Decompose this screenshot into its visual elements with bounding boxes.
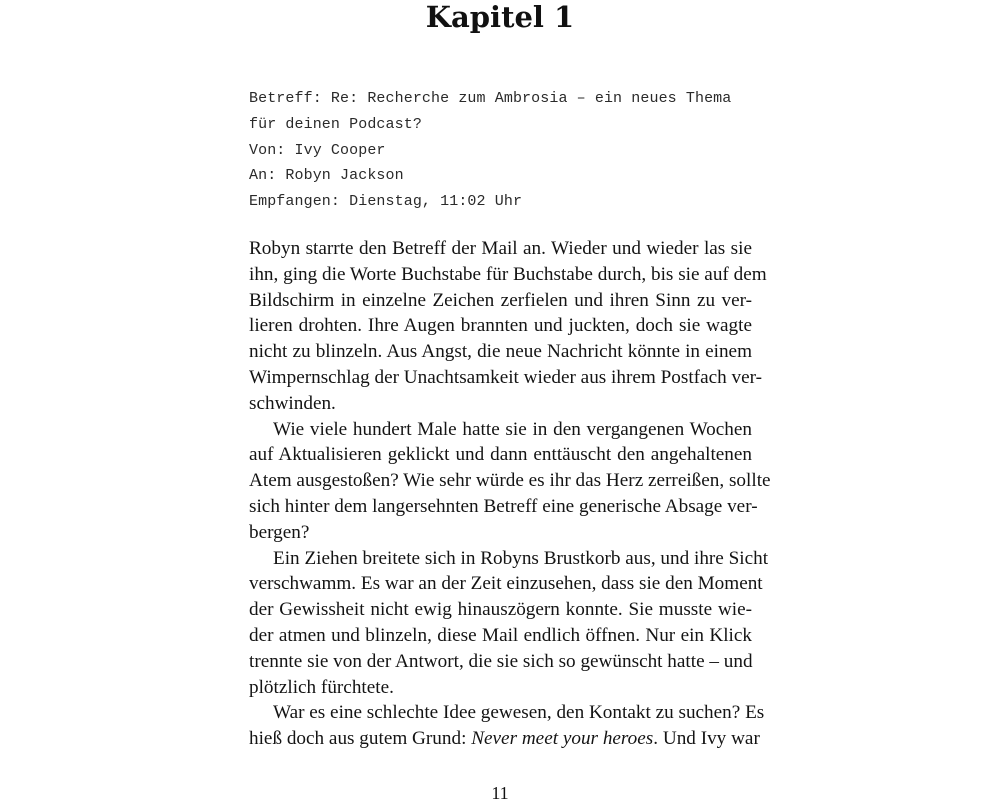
email-header bbox=[249, 86, 769, 215]
text-fragment: hieß doch aus gutem Grund: bbox=[249, 728, 472, 750]
text-line: trennte sie von der Antwort, die sie sich so gewünscht hatte – und bbox=[249, 650, 753, 672]
page-number: 11 bbox=[491, 783, 509, 803]
text-line: War es eine schlechte Idee gewesen, den Kontakt zu suchen? Es bbox=[273, 702, 765, 724]
italic-phrase: Never meet your heroes bbox=[471, 728, 654, 750]
text-line: lieren drohten. Ihre Augen brannten und juckten, doch sie wagte bbox=[249, 315, 752, 337]
text-line: ihn, ging die Worte Buchstabe für Buchstabe durch, bis sie auf dem bbox=[249, 263, 767, 285]
text-fragment: . Und Ivy war bbox=[653, 728, 760, 750]
text-line: nicht zu blinzeln. Aus Angst, die neue Nachricht könnte in einem bbox=[249, 341, 752, 363]
text-line: bergen? bbox=[249, 521, 310, 543]
text-line: Wimpernschlag der Unachtsamkeit wieder aus ihrem Postfach ver- bbox=[249, 366, 762, 388]
email-subject-line-1: Betreff: Re: Recherche zum Ambrosia – ein neues Thema bbox=[249, 90, 732, 107]
email-received: Empfangen: Dienstag, 11:02 Uhr bbox=[249, 193, 523, 211]
text-line: auf Aktualisieren geklickt und dann enttäuscht den angehaltenen bbox=[249, 444, 752, 466]
text-line: Wie viele hundert Male hatte sie in den vergangenen Wochen bbox=[273, 418, 752, 440]
text-line: Robyn starrte den Betreff der Mail an. Wieder und wieder las sie bbox=[249, 238, 752, 259]
email-from: Von: Ivy Cooper bbox=[249, 141, 386, 159]
chapter-title: Kapitel 1 bbox=[425, 0, 575, 34]
text-line: Atem ausgestoßen? Wie sehr würde es ihr das Herz zerreißen, sollte bbox=[249, 470, 771, 492]
email-to: An: Robyn Jackson bbox=[249, 167, 404, 185]
text-line: Bildschirm in einzelne Zeichen zerfielen und ihren Sinn zu ver- bbox=[249, 289, 752, 311]
text-line: verschwamm. Es war an der Zeit einzusehen, dass sie den Moment bbox=[249, 573, 763, 595]
body-text bbox=[249, 236, 771, 752]
text-line bbox=[249, 726, 760, 752]
email-subject-line-2: für deinen Podcast? bbox=[249, 115, 422, 133]
text-line: der atmen und blinzeln, diese Mail endlich öffnen. Nur ein Klick bbox=[249, 624, 752, 646]
text-line: Ein Ziehen breitete sich in Robyns Brustkorb aus, und ihre Sicht bbox=[273, 547, 769, 569]
text-line: schwinden. bbox=[249, 392, 336, 414]
text-line: plötzlich fürchtete. bbox=[249, 676, 394, 698]
text-line: sich hinter dem langersehnten Betreff eine generische Absage ver- bbox=[249, 495, 758, 517]
text-line: der Gewissheit nicht ewig hinauszögern konnte. Sie musste wie- bbox=[249, 599, 752, 621]
